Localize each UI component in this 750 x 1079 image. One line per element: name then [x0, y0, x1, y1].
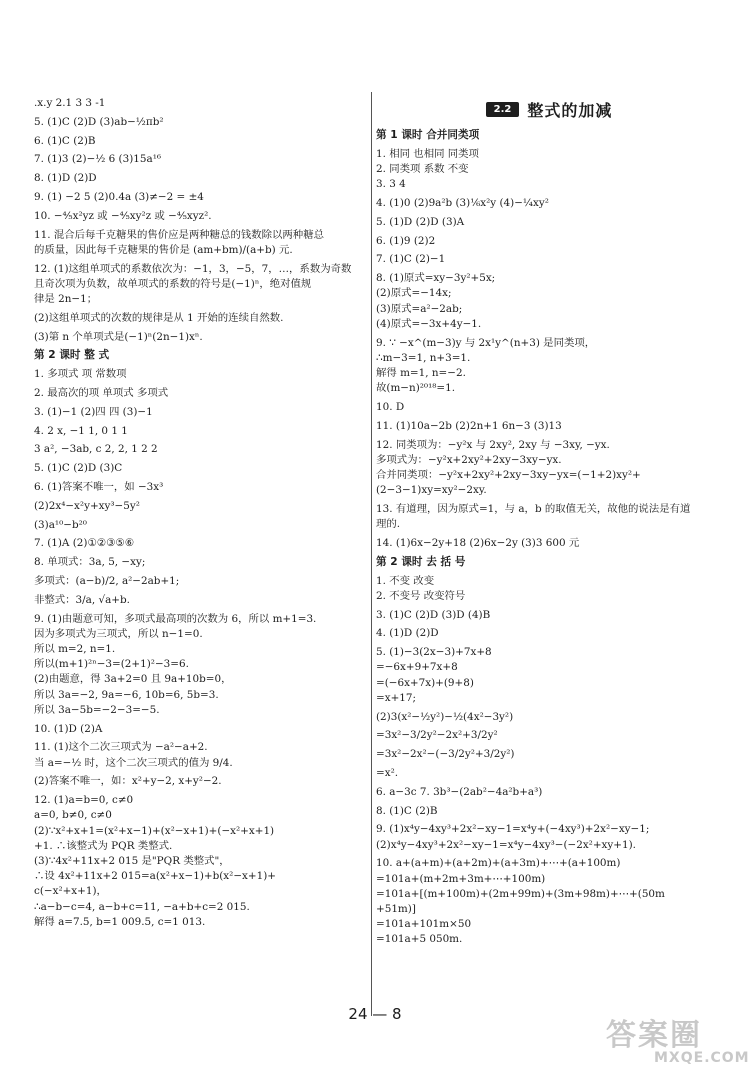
answer-line: =(−6x+7x)+(9+8): [376, 676, 474, 689]
answer-line: 1. 多项式 项 常数项: [34, 368, 127, 381]
answer-line: 故(m−n)²⁰¹⁸=1.: [376, 382, 456, 395]
watermark-text: 答案圈: [606, 1018, 702, 1053]
section-number-badge: 2.2: [486, 102, 520, 117]
answer-line: 4. 2 x, −1 1, 0 1 1: [34, 424, 128, 437]
answer-line: (2)3(x²−½y²)−½(4x²−3y²): [376, 710, 514, 723]
answer-line: (3)∵4x²+11x+2 015 是"PQR 类整式"，: [34, 854, 230, 867]
answer-line: 1. 不变 改变: [376, 574, 435, 587]
answer-line: 7. (1)A (2)①②③⑤⑥: [34, 537, 135, 550]
answer-line: 12. (1)这组单项式的系数依次为：−1，3，−5，7，…，系数为奇数: [34, 262, 352, 275]
answer-line: =x+17;: [376, 691, 416, 704]
answer-line: 9. (1) −2 5 (2)0.4a (3)≠−2 = ±4: [34, 190, 204, 203]
answer-line: 3. (1)−1 (2)四 四 (3)−1: [34, 405, 153, 418]
answer-line: (2)原式=−14x;: [376, 287, 452, 300]
watermark-url: MXQE.COM: [654, 1050, 750, 1066]
answer-line: 3. 3 4: [376, 178, 406, 191]
answer-line: =101a+(m+2m+3m+⋯+100m): [376, 872, 546, 885]
answer-line: =3x²−3/2y²−2x²+3/2y²: [376, 729, 498, 742]
answer-line: 8. (1)D (2)D: [34, 172, 97, 185]
answer-line: 2. 最高次的项 单项式 多项式: [34, 386, 169, 399]
answer-line: (3)原式=a²−2ab;: [376, 302, 463, 315]
answer-line: 5. (1)−3(2x−3)+7x+8: [376, 646, 492, 659]
answer-line: (2)由题意，得 3a+2=0 且 9a+10b=0，: [34, 673, 232, 686]
answer-line: +51m)]: [376, 902, 416, 915]
answer-line: 7. (1)C (2)−1: [376, 253, 446, 266]
answer-line: 2. 同类项 系数 不变: [376, 163, 469, 175]
answer-line: 12. (1)a=b=0, c≠0: [34, 794, 134, 807]
answer-line: 多项式：(a−b)/2, a²−2ab+1;: [34, 574, 180, 587]
answer-line: 11. 混合后每千克糖果的售价应是两种糖总的钱数除以两种糖总: [34, 228, 324, 241]
answer-line: 6. (1)答案不唯一，如 −3x³: [34, 480, 164, 493]
answer-line: (3)第 n 个单项式是(−1)ⁿ(2n−1)xⁿ.: [34, 330, 203, 343]
column-divider: [371, 92, 372, 1016]
answer-line: 解得 a=7.5, b=1 009.5, c=1 013.: [34, 915, 206, 928]
right-column: [376, 96, 722, 951]
answer-line: +1. ∴该整式为 PQR 类整式.: [34, 839, 173, 852]
answer-line: (2)∵x²+x+1=(x²+x−1)+(x²−x+1)+(−x²+x+1): [34, 824, 275, 837]
lesson-heading: 第 2 课时 去 括 号: [376, 555, 466, 568]
answer-line: =−6x+9+7x+8: [376, 661, 458, 674]
answer-line: .x.y 2.1 3 3 -1: [34, 97, 106, 109]
answer-line: (2)答案不唯一，如：x²+y−2, x+y²−2.: [34, 775, 222, 788]
answer-line: 8. (1)C (2)B: [376, 804, 438, 817]
answer-line: 6. (1)9 (2)2: [376, 234, 436, 247]
answer-line: c(−x²+x+1)，: [34, 885, 107, 898]
answer-line: 6. a−3c 7. 3b³−(2ab²−4a²b+a³): [376, 785, 543, 798]
answer-line: 解得 m=1, n=−2.: [376, 367, 466, 379]
answer-line: 7. (1)3 (2)−½ 6 (3)15a¹⁶: [34, 153, 162, 166]
answer-line: 9. (1)由题意可知，多项式最高项的次数为 6，所以 m+1=3.: [34, 612, 317, 625]
lesson-heading: 第 1 课时 合并同类项: [376, 129, 480, 141]
answer-line: (4)原式=−3x+4y−1.: [376, 317, 482, 330]
answer-line: 所以 3a=−2, 9a=−6, 10b=6, 5b=3.: [34, 688, 219, 701]
answer-line: 8. (1)原式=xy−3y²+5x;: [376, 272, 496, 285]
answer-line: =101a+5 050m.: [376, 933, 463, 946]
answer-line: 的质量，因此每千克糖果的售价是 (am+bm)/(a+b) 元.: [34, 243, 293, 256]
answer-line: 所以 m=2, n=1.: [34, 642, 116, 655]
answer-line: 4. (1)0 (2)9a²b (3)⅙x²y (4)−¼xy²: [376, 197, 549, 209]
answer-line: 所以(m+1)²ⁿ−3=(2+1)²−3=6.: [34, 658, 189, 671]
answer-line: 且奇次项为负数，故单项式的系数的符号是(−1)ⁿ，绝对值规: [34, 277, 312, 290]
answer-line: 3. (1)C (2)D (3)D (4)B: [376, 608, 491, 621]
answer-line: (3)a¹⁰−b²⁰: [34, 518, 87, 531]
watermark-logo: [598, 1010, 750, 1072]
lesson-heading: 第 2 课时 整 式: [34, 349, 110, 362]
answer-line: 12. 同类项为：−y²x 与 2xy², 2xy 与 −3xy, −yx.: [376, 438, 610, 451]
answer-line: 2. 不变号 改变符号: [376, 589, 466, 602]
answer-line: 1. 相同 也相同 同类项: [376, 147, 479, 160]
answer-line: (2)x⁴y−4xy³+2x²−xy−1=x⁴y−4xy³−(−2x²+xy+1).: [376, 838, 636, 851]
answer-line: 5. (1)C (2)D (3)C: [34, 462, 123, 475]
section-heading: [376, 96, 722, 122]
page-number: 24 — 8: [348, 1005, 402, 1023]
answer-line: 非整式：3/a, √a+b.: [34, 593, 130, 606]
answer-line: 13. 有道理，因为原式=1，与 a，b 的取值无关，故他的说法是有道: [376, 503, 691, 515]
answer-line: 6. (1)C (2)B: [34, 134, 96, 147]
answer-line: 因为多项式为三项式，所以 n−1=0.: [34, 627, 203, 640]
answer-line: 理的.: [376, 518, 401, 531]
answer-line: 9. ∵ −x^(m−3)y 与 2x¹y^(n+3) 是同类项，: [376, 336, 596, 349]
answer-line: =x².: [376, 766, 399, 779]
answer-line: (2)这组单项式的次数的规律是从 1 开始的连续自然数.: [34, 311, 284, 324]
answer-line: 当 a=−½ 时，这个二次三项式的值为 9/4.: [34, 756, 233, 769]
answer-line: 8. 单项式：3a, 5, −xy;: [34, 556, 146, 569]
answer-line: 律是 2n−1；: [34, 292, 98, 305]
answer-line: 3 a², −3ab, c 2, 2, 1 2 2: [34, 443, 158, 456]
answer-line: 4. (1)D (2)D: [376, 627, 439, 640]
answer-line: 10. (1)D (2)A: [34, 722, 103, 735]
answer-line: 9. (1)x⁴y−4xy³+2x²−xy−1=x⁴y+(−4xy³)+2x²−xy−1;: [376, 823, 650, 836]
answer-line: 10. D: [376, 401, 405, 413]
answer-line: (2)2x⁴−x²y+xy³−5y²: [34, 499, 140, 512]
answer-line: (2−3−1)xy=xy²−2xy.: [376, 484, 487, 497]
answer-line: ∴设 4x²+11x+2 015=a(x²+x−1)+b(x²−x+1)+: [34, 870, 276, 883]
answer-line: 10. a+(a+m)+(a+2m)+(a+3m)+⋯+(a+100m): [376, 857, 621, 870]
answer-line: 10. −⁴⁄₅x²yz 或 −⁴⁄₅xy²z 或 −⁴⁄₅xyz².: [34, 209, 212, 222]
answer-line: 5. (1)D (2)D (3)A: [376, 215, 465, 228]
answer-line: 合并同类项：−y²x+2xy²+2xy−3xy−yx=(−1+2)xy²+: [376, 469, 641, 481]
answer-line: ∴a−b−c=4, a−b+c=11, −a+b+c=2 015.: [34, 900, 250, 913]
answer-line: 所以 3a−5b=−2−3=−5.: [34, 703, 160, 716]
answer-line: 14. (1)6x−2y+18 (2)6x−2y (3)3 600 元: [376, 537, 580, 549]
answer-line: a=0, b≠0, c≠0: [34, 809, 112, 822]
answer-line: ∴m−3=1, n+3=1.: [376, 351, 471, 364]
answer-line: 多项式为：−y²x+2xy²+2xy−3xy−yx.: [376, 453, 562, 466]
answer-line: =101a+101m×50: [376, 918, 472, 931]
answer-line: 11. (1)10a−2b (2)2n+1 6n−3 (3)13: [376, 419, 562, 432]
left-column: [34, 96, 368, 934]
section-title: 整式的加减: [527, 100, 613, 120]
answer-line: 11. (1)这个二次三项式为 −a²−a+2.: [34, 741, 208, 754]
right-answer-list: [376, 128, 722, 948]
answer-line: =101a+[(m+100m)+(2m+99m)+(3m+98m)+⋯+(50m: [376, 887, 665, 900]
answer-line: 5. (1)C (2)D (3)ab−½πb²: [34, 115, 164, 128]
answer-line: =3x²−2x²−(−3/2y²+3/2y²): [376, 748, 515, 761]
